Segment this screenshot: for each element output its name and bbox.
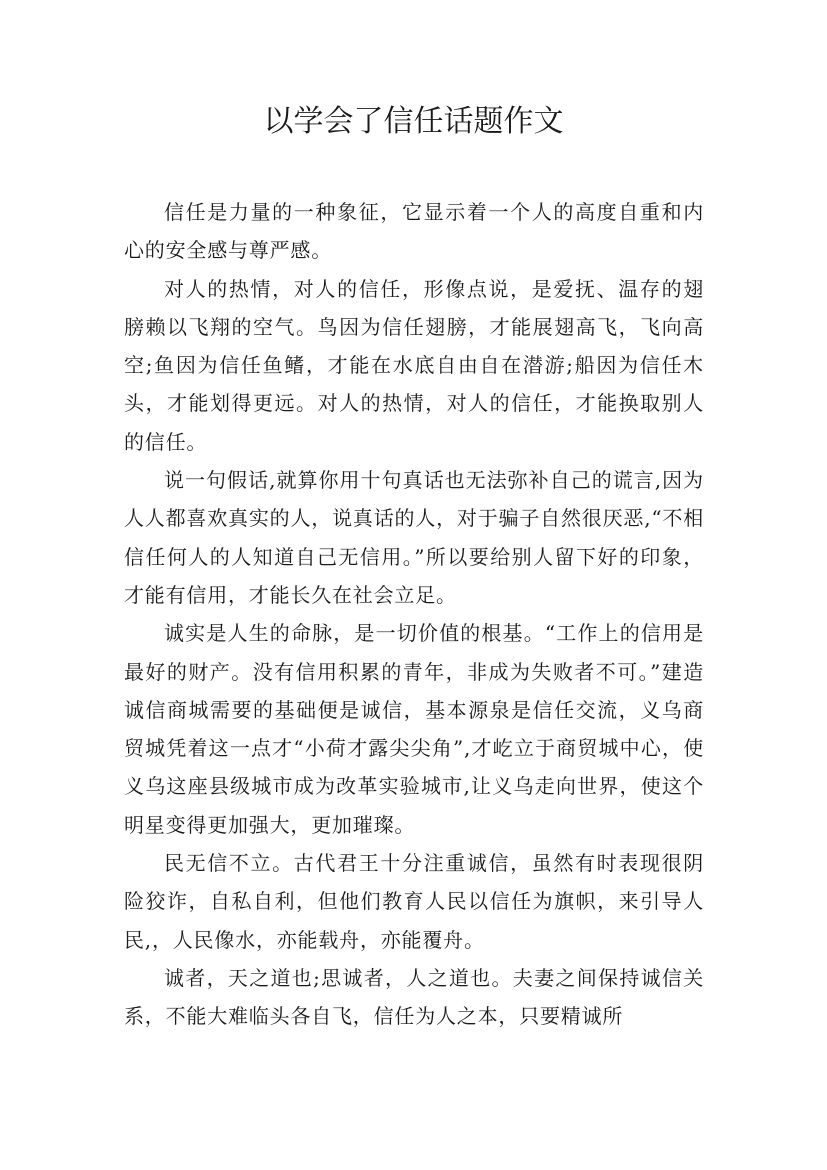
paragraph-4: 诚实是人生的命脉，是一切价值的根基。“工作上的信用是最好的财产。没有信用积累的青年，非成为失败者不可。”建造诚信商城需要的基础便是诚信，基本源泉是信任交流，义乌商贸城凭着这一点才“小荷才露尖尖角”,才屹立于商贸城中心，使义乌这座县级城市成为改革实验城市,让义乌走向世界，使这个明星变得更加强大，更加璀璨。	[124, 621, 704, 837]
paragraph-2: 对人的热情，对人的信任，形像点说，是爱抚、温存的翅膀赖以飞翔的空气。鸟因为信任翅膀，才能展翅高飞，飞向高空;鱼因为信任鱼鳍，才能在水底自由自在潜游;船因为信任木头，才能划得更远。对人的热情，对人的信任，才能换取别人的信任。	[124, 276, 704, 454]
document-body	[124, 193, 704, 1036]
paragraph-1: 信任是力量的一种象征，它显示着一个人的高度自重和内心的安全感与尊严感。	[124, 200, 704, 263]
paragraph-6: 诚者，天之道也;思诚者，人之道也。夫妻之间保持诚信关系，不能大难临头各自飞，信任为人之本，只要精诚所	[124, 965, 704, 1029]
paragraph-5: 民无信不立。古代君王十分注重诚信，虽然有时表现很阴险狡诈，自私自利，但他们教育人民以信任为旗帜，来引导人民,，人民像水，亦能载舟，亦能覆舟。	[124, 851, 704, 952]
document-title: 以学会了信任话题作文	[263, 104, 564, 139]
paragraph-3: 说一句假话,就算你用十句真话也无法弥补自己的谎言,因为人人都喜欢真实的人，说真话的人，对于骗子自然很厌恶,“不相信任何人的人知道自己无信用。”所以要给别人留下好的印象，才能有信用，才能长久在社会立足。	[124, 468, 704, 607]
